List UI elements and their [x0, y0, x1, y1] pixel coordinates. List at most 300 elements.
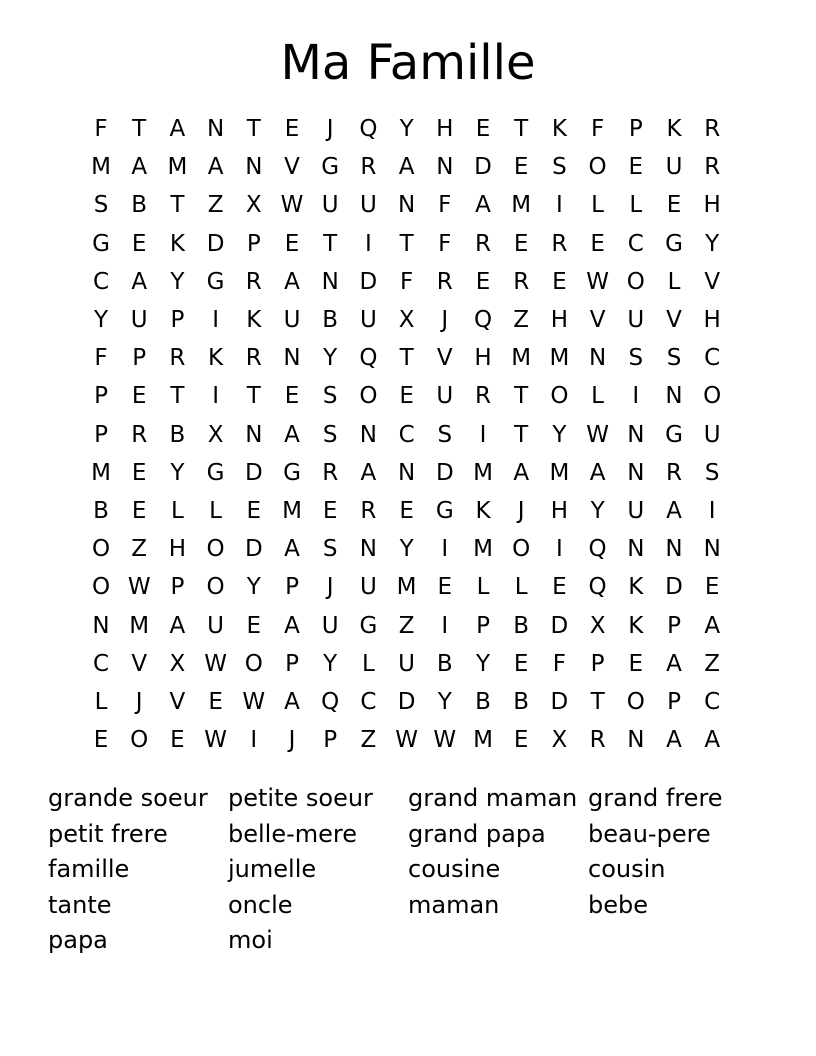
grid-letter: M	[91, 459, 111, 486]
grid-letter: A	[589, 459, 606, 486]
grid-letter: X	[551, 727, 568, 754]
grid-letter: E	[513, 650, 529, 677]
grid-letter: U	[627, 498, 645, 524]
grid-letter: E	[284, 230, 300, 257]
grid-letter: K	[628, 574, 644, 601]
grid-letter: B	[513, 689, 530, 715]
grid-letter: T	[590, 689, 605, 715]
grid-letter: A	[131, 268, 148, 295]
grid-letter: N	[359, 536, 377, 563]
grid-letter: Y	[437, 689, 452, 715]
grid-letter: O	[91, 536, 111, 563]
grid-letter: I	[212, 383, 219, 410]
grid-letter: P	[170, 574, 185, 601]
grid-letter: C	[92, 268, 110, 295]
grid-letter: A	[704, 612, 721, 639]
grid-letter: R	[513, 268, 530, 295]
grid-letter: E	[284, 116, 300, 142]
grid-letter: G	[665, 421, 683, 448]
grid-letter: U	[283, 307, 301, 333]
word-list-item: tante	[48, 890, 112, 919]
grid-letter: T	[132, 116, 147, 142]
word-list-item: jumelle	[228, 855, 317, 883]
word-list-item: grand papa	[408, 819, 546, 848]
grid-letter: Y	[590, 498, 605, 524]
grid-row	[82, 607, 734, 645]
grid-letter: R	[245, 345, 262, 372]
word-list-item: bebe	[588, 890, 648, 919]
grid-letter: R	[436, 268, 453, 295]
grid-letter: L	[591, 383, 604, 410]
grid-letter: E	[170, 727, 185, 754]
grid-letter: Z	[131, 536, 148, 563]
grid-letter: D	[474, 154, 492, 181]
grid-letter: D	[665, 574, 683, 601]
grid-letter: R	[360, 498, 377, 524]
grid-letter: Z	[207, 192, 224, 219]
grid-letter: P	[246, 230, 261, 257]
grid-letter: U	[627, 307, 645, 333]
grid-letter: P	[285, 574, 299, 601]
grid-letter: C	[704, 689, 721, 715]
grid-letter: E	[666, 192, 682, 219]
grid-letter: I	[250, 727, 258, 754]
grid-letter: Q	[588, 574, 607, 601]
grid-letter: Y	[246, 574, 261, 601]
grid-letter: F	[552, 650, 566, 677]
grid-letter: T	[246, 383, 261, 410]
grid-letter: Z	[513, 307, 530, 333]
grid-letter: B	[169, 421, 186, 448]
grid-letter: N	[627, 459, 645, 486]
grid-letter: E	[704, 574, 720, 601]
grid-letter: W	[395, 727, 418, 754]
grid-letter: L	[476, 574, 490, 601]
grid-letter: O	[206, 536, 225, 563]
grid-letter: S	[437, 421, 453, 448]
grid-letter: E	[628, 650, 644, 677]
grid-letter: R	[131, 421, 148, 448]
word-list-item: moi	[228, 926, 273, 954]
grid-letter: I	[632, 383, 640, 410]
grid-letter: G	[321, 154, 340, 181]
grid-letter: U	[359, 574, 377, 601]
grid-letter: L	[514, 574, 528, 601]
grid-letter: S	[322, 421, 338, 448]
grid-letter: E	[399, 383, 414, 410]
word-list-item: oncle	[228, 890, 293, 919]
grid-letter: S	[704, 459, 720, 486]
grid-letter: A	[398, 154, 415, 181]
grid-letter: P	[323, 727, 338, 754]
grid-letter: N	[245, 154, 263, 181]
grid-letter: F	[94, 345, 108, 372]
grid-letter: Q	[359, 116, 378, 142]
grid-letter: N	[665, 383, 683, 410]
grid-letter: E	[246, 612, 262, 639]
grid-letter: E	[513, 727, 529, 754]
grid-letter: R	[666, 459, 682, 486]
grid-letter: D	[244, 459, 263, 486]
grid-letter: L	[361, 650, 375, 677]
grid-letter: W	[586, 268, 609, 295]
grid-letter: P	[667, 612, 681, 639]
grid-letter: G	[359, 612, 378, 639]
grid-letter: E	[284, 383, 300, 410]
word-list-item: grand frere	[588, 784, 723, 812]
grid-letter: G	[206, 268, 225, 295]
grid-letter: E	[513, 230, 529, 257]
grid-letter: I	[708, 498, 716, 524]
grid-letter: O	[626, 689, 645, 715]
grid-letter: O	[244, 650, 263, 677]
grid-letter: M	[129, 612, 150, 639]
grid-letter: O	[588, 154, 607, 181]
grid-letter: N	[627, 727, 645, 754]
grid-row	[82, 301, 734, 339]
grid-letter: G	[283, 459, 301, 486]
grid-letter: C	[627, 230, 644, 257]
grid-letter: M	[511, 345, 532, 372]
grid-letter: P	[94, 421, 108, 448]
grid-letter: A	[666, 727, 682, 754]
grid-letter: X	[207, 421, 224, 448]
grid-letter: N	[627, 421, 645, 448]
grid-letter: N	[92, 612, 110, 639]
grid-letter: K	[208, 345, 224, 372]
grid-letter: O	[703, 383, 722, 410]
grid-letter: T	[399, 345, 414, 372]
grid-row	[82, 377, 734, 415]
grid-letter: A	[284, 689, 300, 715]
grid-letter: S	[322, 383, 338, 410]
grid-letter: Y	[399, 116, 414, 142]
grid-letter: G	[206, 459, 225, 486]
grid-letter: T	[246, 116, 261, 142]
grid-letter: M	[473, 727, 493, 754]
grid-letter: S	[93, 192, 109, 219]
grid-letter: I	[441, 536, 449, 563]
grid-letter: K	[169, 230, 185, 257]
word-list-item: cousine	[408, 855, 501, 883]
grid-letter: E	[590, 230, 605, 257]
grid-letter: U	[703, 421, 721, 448]
grid-letter: H	[168, 536, 187, 563]
grid-letter: Y	[170, 268, 185, 295]
grid-letter: X	[398, 307, 415, 333]
grid-letter: Q	[359, 345, 378, 372]
grid-letter: J	[135, 689, 143, 715]
grid-letter: Q	[473, 307, 493, 333]
grid-letter: D	[244, 536, 263, 563]
grid-letter: V	[436, 345, 453, 372]
grid-letter: T	[514, 116, 529, 142]
grid-letter: N	[627, 536, 645, 563]
grid-letter: E	[475, 268, 491, 295]
grid-letter: Y	[170, 459, 185, 486]
grid-letter: E	[628, 154, 644, 181]
grid-row	[82, 110, 734, 148]
word-list-item: papa	[48, 926, 108, 954]
grid-letter: T	[514, 383, 529, 410]
grid-letter: D	[550, 612, 569, 639]
grid-letter: T	[514, 421, 529, 448]
grid-letter: Y	[93, 307, 109, 333]
grid-letter: K	[246, 307, 262, 333]
grid-letter: P	[94, 383, 108, 410]
word-list-item: belle-mere	[228, 819, 358, 848]
grid-letter: R	[322, 459, 339, 486]
grid-letter: V	[169, 689, 186, 715]
grid-letter: A	[513, 459, 530, 486]
grid-letter: N	[359, 421, 377, 448]
grid-letter: D	[550, 689, 569, 715]
grid-letter: E	[513, 154, 529, 181]
grid-letter: K	[475, 498, 491, 524]
grid-letter: W	[242, 689, 266, 715]
grid-letter: Z	[398, 612, 415, 639]
grid-letter: H	[703, 307, 721, 333]
grid-letter: H	[436, 116, 454, 142]
grid-letter: A	[169, 612, 186, 639]
grid-letter: O	[626, 268, 645, 295]
grid-letter: Q	[588, 536, 607, 563]
grid-letter: F	[438, 230, 452, 257]
grid-letter: N	[283, 345, 301, 372]
word-list-item: grande soeur	[48, 784, 208, 812]
grid-row	[82, 263, 734, 301]
grid-letter: P	[132, 345, 147, 372]
grid-letter: I	[441, 612, 449, 639]
grid-letter: Z	[360, 727, 377, 754]
grid-letter: R	[704, 116, 721, 142]
grid-letter: L	[629, 192, 643, 219]
grid-row	[82, 148, 734, 186]
word-list-item: grand maman	[408, 784, 578, 812]
grid-row	[82, 186, 734, 224]
grid-letter: O	[512, 536, 531, 563]
grid-letter: P	[285, 650, 299, 677]
grid-letter: A	[169, 116, 186, 142]
grid-letter: E	[131, 383, 147, 410]
grid-letter: E	[322, 498, 338, 524]
page-title: Ma Famille	[280, 35, 536, 91]
grid-letter: J	[326, 574, 334, 601]
grid-letter: X	[169, 650, 186, 677]
grid-letter: W	[204, 727, 227, 754]
grid-letter: B	[322, 307, 339, 333]
grid-letter: A	[360, 459, 377, 486]
grid-letter: E	[93, 727, 109, 754]
grid-letter: C	[92, 650, 110, 677]
grid-letter: B	[475, 689, 491, 715]
grid-letter: M	[396, 574, 417, 601]
grid-letter: R	[475, 230, 491, 257]
grid-letter: Q	[321, 689, 340, 715]
grid-row	[82, 645, 734, 683]
grid-letter: B	[436, 650, 453, 677]
grid-letter: K	[551, 116, 567, 142]
grid-letter: C	[398, 421, 415, 448]
grid-letter: A	[284, 536, 300, 563]
grid-letter: T	[399, 230, 414, 257]
grid-letter: P	[590, 650, 605, 677]
grid-letter: F	[94, 116, 108, 142]
grid-letter: G	[435, 498, 454, 524]
grid-letter: A	[284, 421, 300, 448]
grid-letter: R	[360, 154, 377, 181]
grid-letter: I	[479, 421, 487, 448]
grid-letter: O	[550, 383, 569, 410]
grid-letter: W	[586, 421, 609, 448]
grid-letter: R	[704, 154, 721, 181]
grid-letter: N	[245, 421, 263, 448]
grid-letter: R	[169, 345, 186, 372]
grid-letter: S	[666, 345, 682, 372]
grid-letter: V	[666, 307, 682, 333]
grid-letter: T	[323, 230, 338, 257]
grid-letter: E	[246, 498, 262, 524]
grid-letter: K	[628, 612, 644, 639]
grid-letter: C	[704, 345, 721, 372]
grid-letter: J	[288, 727, 296, 754]
grid-letter: N	[321, 268, 339, 295]
grid-letter: I	[212, 307, 219, 333]
grid-letter: R	[551, 230, 568, 257]
grid-row	[82, 339, 734, 377]
grid-letter: U	[359, 307, 377, 333]
grid-letter: A	[475, 192, 491, 219]
grid-letter: M	[167, 154, 188, 181]
word-list-item: beau-pere	[588, 819, 711, 848]
grid-letter: M	[473, 536, 493, 563]
grid-letter: R	[475, 383, 491, 410]
grid-row	[82, 721, 734, 759]
grid-letter: Y	[399, 536, 414, 563]
grid-letter: E	[131, 230, 147, 257]
grid-letter: Z	[704, 650, 721, 677]
grid-letter: L	[94, 689, 108, 715]
grid-letter: O	[91, 574, 111, 601]
grid-letter: O	[130, 727, 149, 754]
grid-letter: A	[207, 154, 224, 181]
grid-letter: U	[398, 650, 416, 677]
grid-letter: D	[435, 459, 454, 486]
grid-letter: B	[513, 612, 530, 639]
grid-row	[82, 683, 734, 721]
grid-letter: O	[359, 383, 378, 410]
word-list-item: maman	[408, 890, 500, 919]
grid-letter: U	[359, 192, 377, 219]
grid-letter: I	[555, 192, 563, 219]
grid-letter: B	[131, 192, 148, 219]
grid-letter: M	[473, 459, 493, 486]
grid-letter: W	[127, 574, 151, 601]
grid-letter: U	[130, 307, 148, 333]
grid-letter: Y	[705, 230, 720, 257]
grid-letter: G	[665, 230, 683, 257]
grid-letter: A	[666, 498, 682, 524]
grid-letter: E	[552, 574, 567, 601]
grid-letter: M	[91, 154, 111, 181]
grid-letter: X	[589, 612, 606, 639]
grid-row	[82, 568, 734, 606]
grid-letter: K	[666, 116, 682, 142]
grid-letter: H	[703, 192, 721, 219]
grid-letter: U	[321, 192, 339, 219]
grid-letter: Y	[323, 345, 338, 372]
grid-letter: S	[322, 536, 338, 563]
grid-letter: X	[245, 192, 262, 219]
grid-letter: J	[441, 307, 449, 333]
grid-letter: B	[93, 498, 109, 524]
word-list-item: petit frere	[48, 819, 168, 848]
grid-letter: J	[517, 498, 525, 524]
grid-letter: A	[131, 154, 148, 181]
word-list-item: petite soeur	[228, 784, 373, 812]
grid-letter: E	[399, 498, 414, 524]
grid-letter: P	[476, 612, 490, 639]
grid-letter: N	[206, 116, 225, 142]
grid-letter: Y	[475, 650, 491, 677]
grid-row	[82, 454, 734, 492]
grid-letter: U	[665, 154, 683, 181]
word-list-item: famille	[48, 855, 130, 883]
grid-letter: L	[209, 498, 222, 524]
grid-letter: P	[628, 116, 643, 142]
grid-letter: J	[326, 116, 334, 142]
grid-letter: N	[665, 536, 683, 563]
grid-letter: E	[437, 574, 453, 601]
grid-row	[82, 492, 734, 530]
grid-letter: L	[667, 268, 681, 295]
grid-letter: M	[549, 345, 570, 372]
grid-letter: D	[397, 689, 416, 715]
grid-letter: V	[589, 307, 606, 333]
grid-letter: F	[399, 268, 414, 295]
grid-letter: R	[589, 727, 606, 754]
grid-letter: E	[475, 116, 491, 142]
grid-letter: D	[206, 230, 225, 257]
grid-letter: Y	[323, 650, 338, 677]
grid-letter: E	[131, 459, 147, 486]
grid-letter: A	[284, 612, 300, 639]
grid-letter: A	[704, 727, 721, 754]
grid-letter: N	[588, 345, 607, 372]
grid-letter: V	[284, 154, 300, 181]
grid-letter: S	[628, 345, 644, 372]
grid-letter: F	[590, 116, 605, 142]
grid-letter: N	[397, 192, 416, 219]
grid-row	[82, 530, 734, 568]
grid-letter: C	[360, 689, 377, 715]
grid-letter: O	[206, 574, 225, 601]
grid-letter: A	[284, 268, 300, 295]
grid-letter: N	[703, 536, 721, 563]
grid-letter: U	[436, 383, 454, 410]
grid-letter: E	[552, 268, 567, 295]
grid-letter: W	[433, 727, 457, 754]
grid-letter: R	[245, 268, 262, 295]
grid-letter: V	[131, 650, 148, 677]
grid-letter: Y	[552, 421, 567, 448]
grid-letter: M	[282, 498, 302, 524]
grid-letter: G	[92, 230, 110, 257]
grid-letter: E	[208, 689, 223, 715]
grid-letter: M	[549, 459, 570, 486]
grid-letter: H	[550, 307, 569, 333]
grid-letter: H	[550, 498, 569, 524]
